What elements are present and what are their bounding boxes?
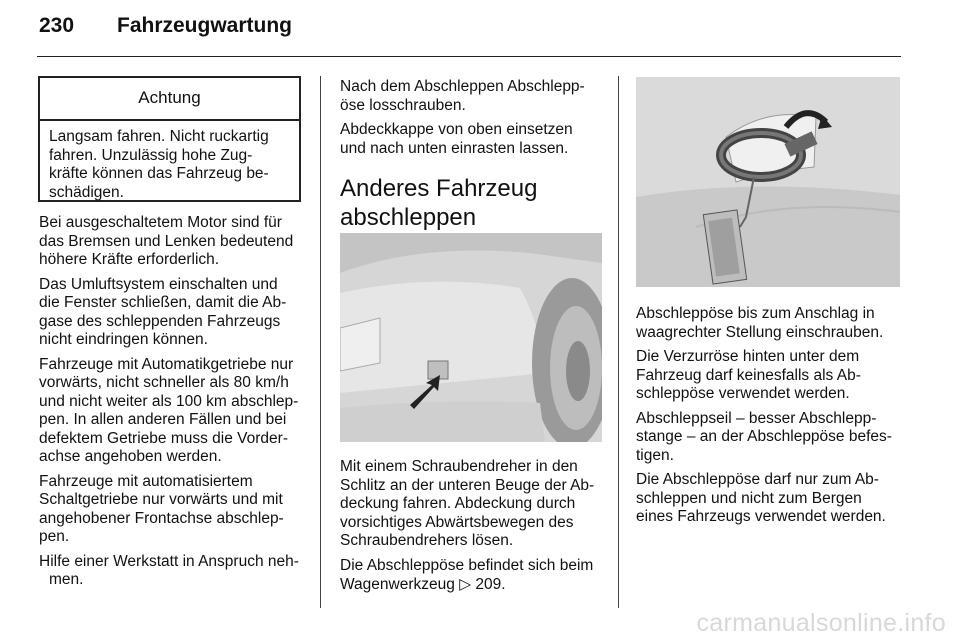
text-line: die Fenster schließen, damit die Ab- (39, 294, 287, 311)
rear-bumper-drawing (340, 233, 602, 442)
page-reference[interactable]: 209. (475, 576, 506, 593)
text-line: fahren. Unzulässig hohe Zug- (49, 146, 253, 164)
text-line: Die Verzurröse hinten unter dem (636, 348, 860, 365)
text-line: höhere Kräfte erforderlich. (39, 251, 220, 268)
text-line: Schraubendrehers lösen. (340, 532, 514, 549)
text-line: Fahrzeug darf keinesfalls als Ab- (636, 366, 861, 384)
paragraph (340, 78, 606, 115)
paragraph (340, 121, 606, 158)
text-line: Fahrzeuge mit automatisiertem (39, 472, 253, 490)
paragraph (636, 348, 904, 404)
text-line: Abdeckkappe von oben einsetzen (340, 121, 573, 138)
text-line (340, 575, 606, 595)
text-line: Die Abschleppöse befindet sich beim (340, 556, 594, 574)
paragraph (636, 410, 904, 466)
text-line: Langsam fahren. Nicht ruckartig (49, 128, 269, 145)
paragraph (39, 276, 305, 350)
text-line: eines Fahrzeugs verwendet werden. (636, 508, 886, 525)
text-line: angehobener Frontachse abschlep- (39, 509, 284, 527)
warning-box (38, 76, 301, 202)
warning-heading: Achtung (40, 78, 299, 121)
text-line: Die Abschleppöse darf nur zum Ab- (636, 471, 879, 488)
paragraph (340, 458, 606, 551)
text-line: das Bremsen und Lenken bedeutend (39, 232, 294, 250)
text-line: Schlitz an der unteren Beuge der Ab- (340, 476, 595, 494)
text-line: kräfte können das Fahrzeug be- (49, 165, 269, 182)
text-line: und nach unten einrasten lassen. (340, 139, 569, 157)
text-line: stange – an der Abschleppöse befes- (636, 428, 892, 445)
text-line: defektem Getriebe muss die Vorder- (39, 429, 288, 447)
illustration-rear-cover (340, 233, 602, 442)
text-line: schleppen und nicht zum Bergen (636, 489, 862, 507)
text-line: waagrechter Stellung einschrauben. (636, 323, 884, 341)
paragraph (340, 557, 606, 595)
illustration-towing-eye (636, 77, 900, 287)
text-line: und nicht weiter als 100 km abschlep- (39, 392, 299, 410)
page-reference-icon: ▷ (459, 575, 472, 593)
page-number: 230 (39, 14, 75, 37)
paragraph (39, 553, 305, 590)
heading-line: abschleppen (340, 204, 477, 231)
text-line: pen. (39, 528, 70, 545)
text-line: öse losschrauben. (340, 96, 466, 114)
section-heading (340, 174, 606, 232)
text-line: nicht eindringen können. (39, 331, 208, 348)
column-2-top (340, 78, 606, 164)
heading-line: Anderes Fahrzeug (340, 175, 538, 202)
text-line: Schaltgetriebe nur vorwärts und mit (39, 491, 283, 508)
text-line: deckung fahren. Abdeckung durch (340, 495, 576, 512)
text-line: tigen. (636, 446, 674, 464)
paragraph (39, 356, 305, 467)
column-divider (618, 76, 619, 608)
text-line: Abschleppöse bis zum Anschlag in (636, 305, 875, 322)
text-line: achse angehoben werden. (39, 448, 222, 465)
text-line: men. (49, 571, 84, 588)
column-1 (39, 214, 305, 596)
chapter-title: Fahrzeugwartung (117, 14, 293, 37)
text-line: schleppöse verwendet werden. (636, 385, 850, 402)
text-line: Fahrzeuge mit Automatikgetriebe nur (39, 355, 294, 373)
header-rule (37, 56, 901, 57)
text-line: pen. In allen anderen Fällen und bei (39, 411, 287, 428)
paragraph (636, 471, 904, 527)
text-line: Das Umluftsystem einschalten und (39, 275, 278, 293)
text-line: Mit einem Schraubendreher in den (340, 458, 578, 475)
text-line: Wagenwerkzeug (340, 576, 455, 593)
text-line: Abschleppseil – besser Abschlepp- (636, 409, 877, 427)
text-line: Hilfe einer Werkstatt in Anspruch neh- (39, 552, 299, 570)
watermark: carmanualsonline.info (696, 609, 946, 637)
column-3 (636, 305, 904, 533)
towing-eye-drawing (636, 77, 900, 287)
text-line: schädigen. (49, 183, 124, 201)
text-line: vorwärts, nicht schneller als 80 km/h (39, 374, 289, 391)
text-line: gase des schleppenden Fahrzeugs (39, 312, 281, 330)
paragraph (39, 214, 305, 270)
text-line: Nach dem Abschleppen Abschlepp- (340, 78, 585, 95)
paragraph (39, 473, 305, 547)
column-2-bottom (340, 458, 606, 601)
column-divider (320, 76, 321, 608)
text-line: vorsichtiges Abwärtsbewegen des (340, 513, 574, 531)
warning-text (40, 121, 299, 209)
text-line: Bei ausgeschaltetem Motor sind für (39, 214, 282, 231)
paragraph (636, 305, 904, 342)
